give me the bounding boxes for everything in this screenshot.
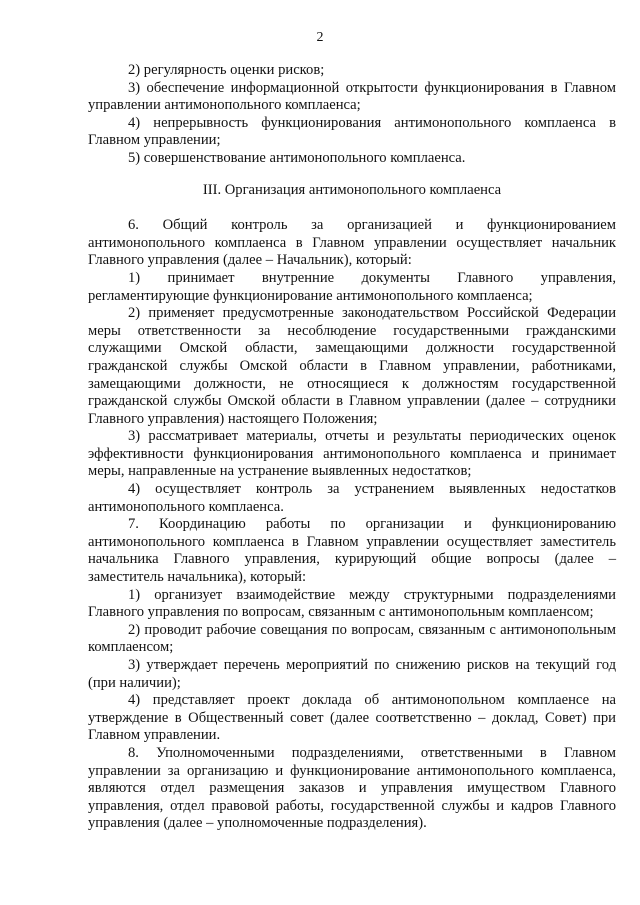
clause-8: 8. Уполномоченными подразделениями, ответственными в Главном управлении за организацию и функционирование антимонопольного комплаенса, являются отдел размещения заказов и управления имуществом Главного управления, отдел правовой работы, государственной службы и кадров Главного управления (далее – уполномоченные подразделения). — [88, 744, 616, 832]
page-number: 2 — [316, 30, 324, 45]
list-item: 4) непрерывность функционирования антимонопольного комплаенса в Главном управлении; — [88, 114, 616, 149]
list-item: 2) применяет предусмотренные законодательством Российской Федерации меры ответственности за несоблюдение государственными гражданскими служащими Омской области, замещающими должности государственной гражданской службы Омской области в Главном управлении, работниками, замещающими должности, не относящиеся к должностям государственной гражданской службы Омской области в Главном управлении (далее – сотрудники Главного управления) настоящего Положения; — [88, 305, 616, 427]
clause-6: 6. Общий контроль за организацией и функционированием антимонопольного комплаенса в Главном управлении осуществляет начальник Главного управления (далее – Начальник), который: — [88, 217, 616, 269]
list-item: 3) рассматривает материалы, отчеты и результаты периодических оценок эффективности функционирования антимонопольного комплаенса и принимает меры, направленные на устранение выявленных недостатков; — [88, 428, 616, 480]
section-heading: III. Организация антимонопольного комплаенса — [202, 181, 502, 198]
list-item: 5) совершенствование антимонопольного комплаенса. — [128, 149, 466, 166]
list-item: 4) представляет проект доклада об антимонопольном комплаенсе на утверждение в Общественный совет (далее соответственно – доклад, Совет) при Главном управлении. — [88, 692, 616, 744]
list-item: 2) проводит рабочие совещания по вопросам, связанным с антимонопольным комплаенсом; — [88, 621, 616, 656]
list-item: 2) регулярность оценки рисков; — [128, 62, 325, 78]
list-item: 3) обеспечение информационной открытости функционирования в Главном управлении антимонопольного комплаенса; — [88, 79, 616, 114]
list-item: 3) утверждает перечень мероприятий по снижению рисков на текущий год (при наличии); — [88, 657, 616, 691]
list-item: 1) принимает внутренние документы Главного управления, регламентирующие функционирование антимонопольного комплаенса; — [88, 269, 616, 304]
list-item: 1) организует взаимодействие между структурными подразделениями Главного управления по вопросам, связанным с антимонопольным комплаенсом; — [88, 586, 616, 621]
clause-7: 7. Координацию работы по организации и функционированию антимонопольного комплаенса в Главном управлении осуществляет заместитель начальника Главного управления, курирующий общие вопросы (далее – заместитель начальника), который: — [88, 516, 616, 586]
list-item: 4) осуществляет контроль за устранением выявленных недостатков антимонопольного комплаенса. — [88, 481, 616, 515]
document-body — [88, 62, 616, 833]
